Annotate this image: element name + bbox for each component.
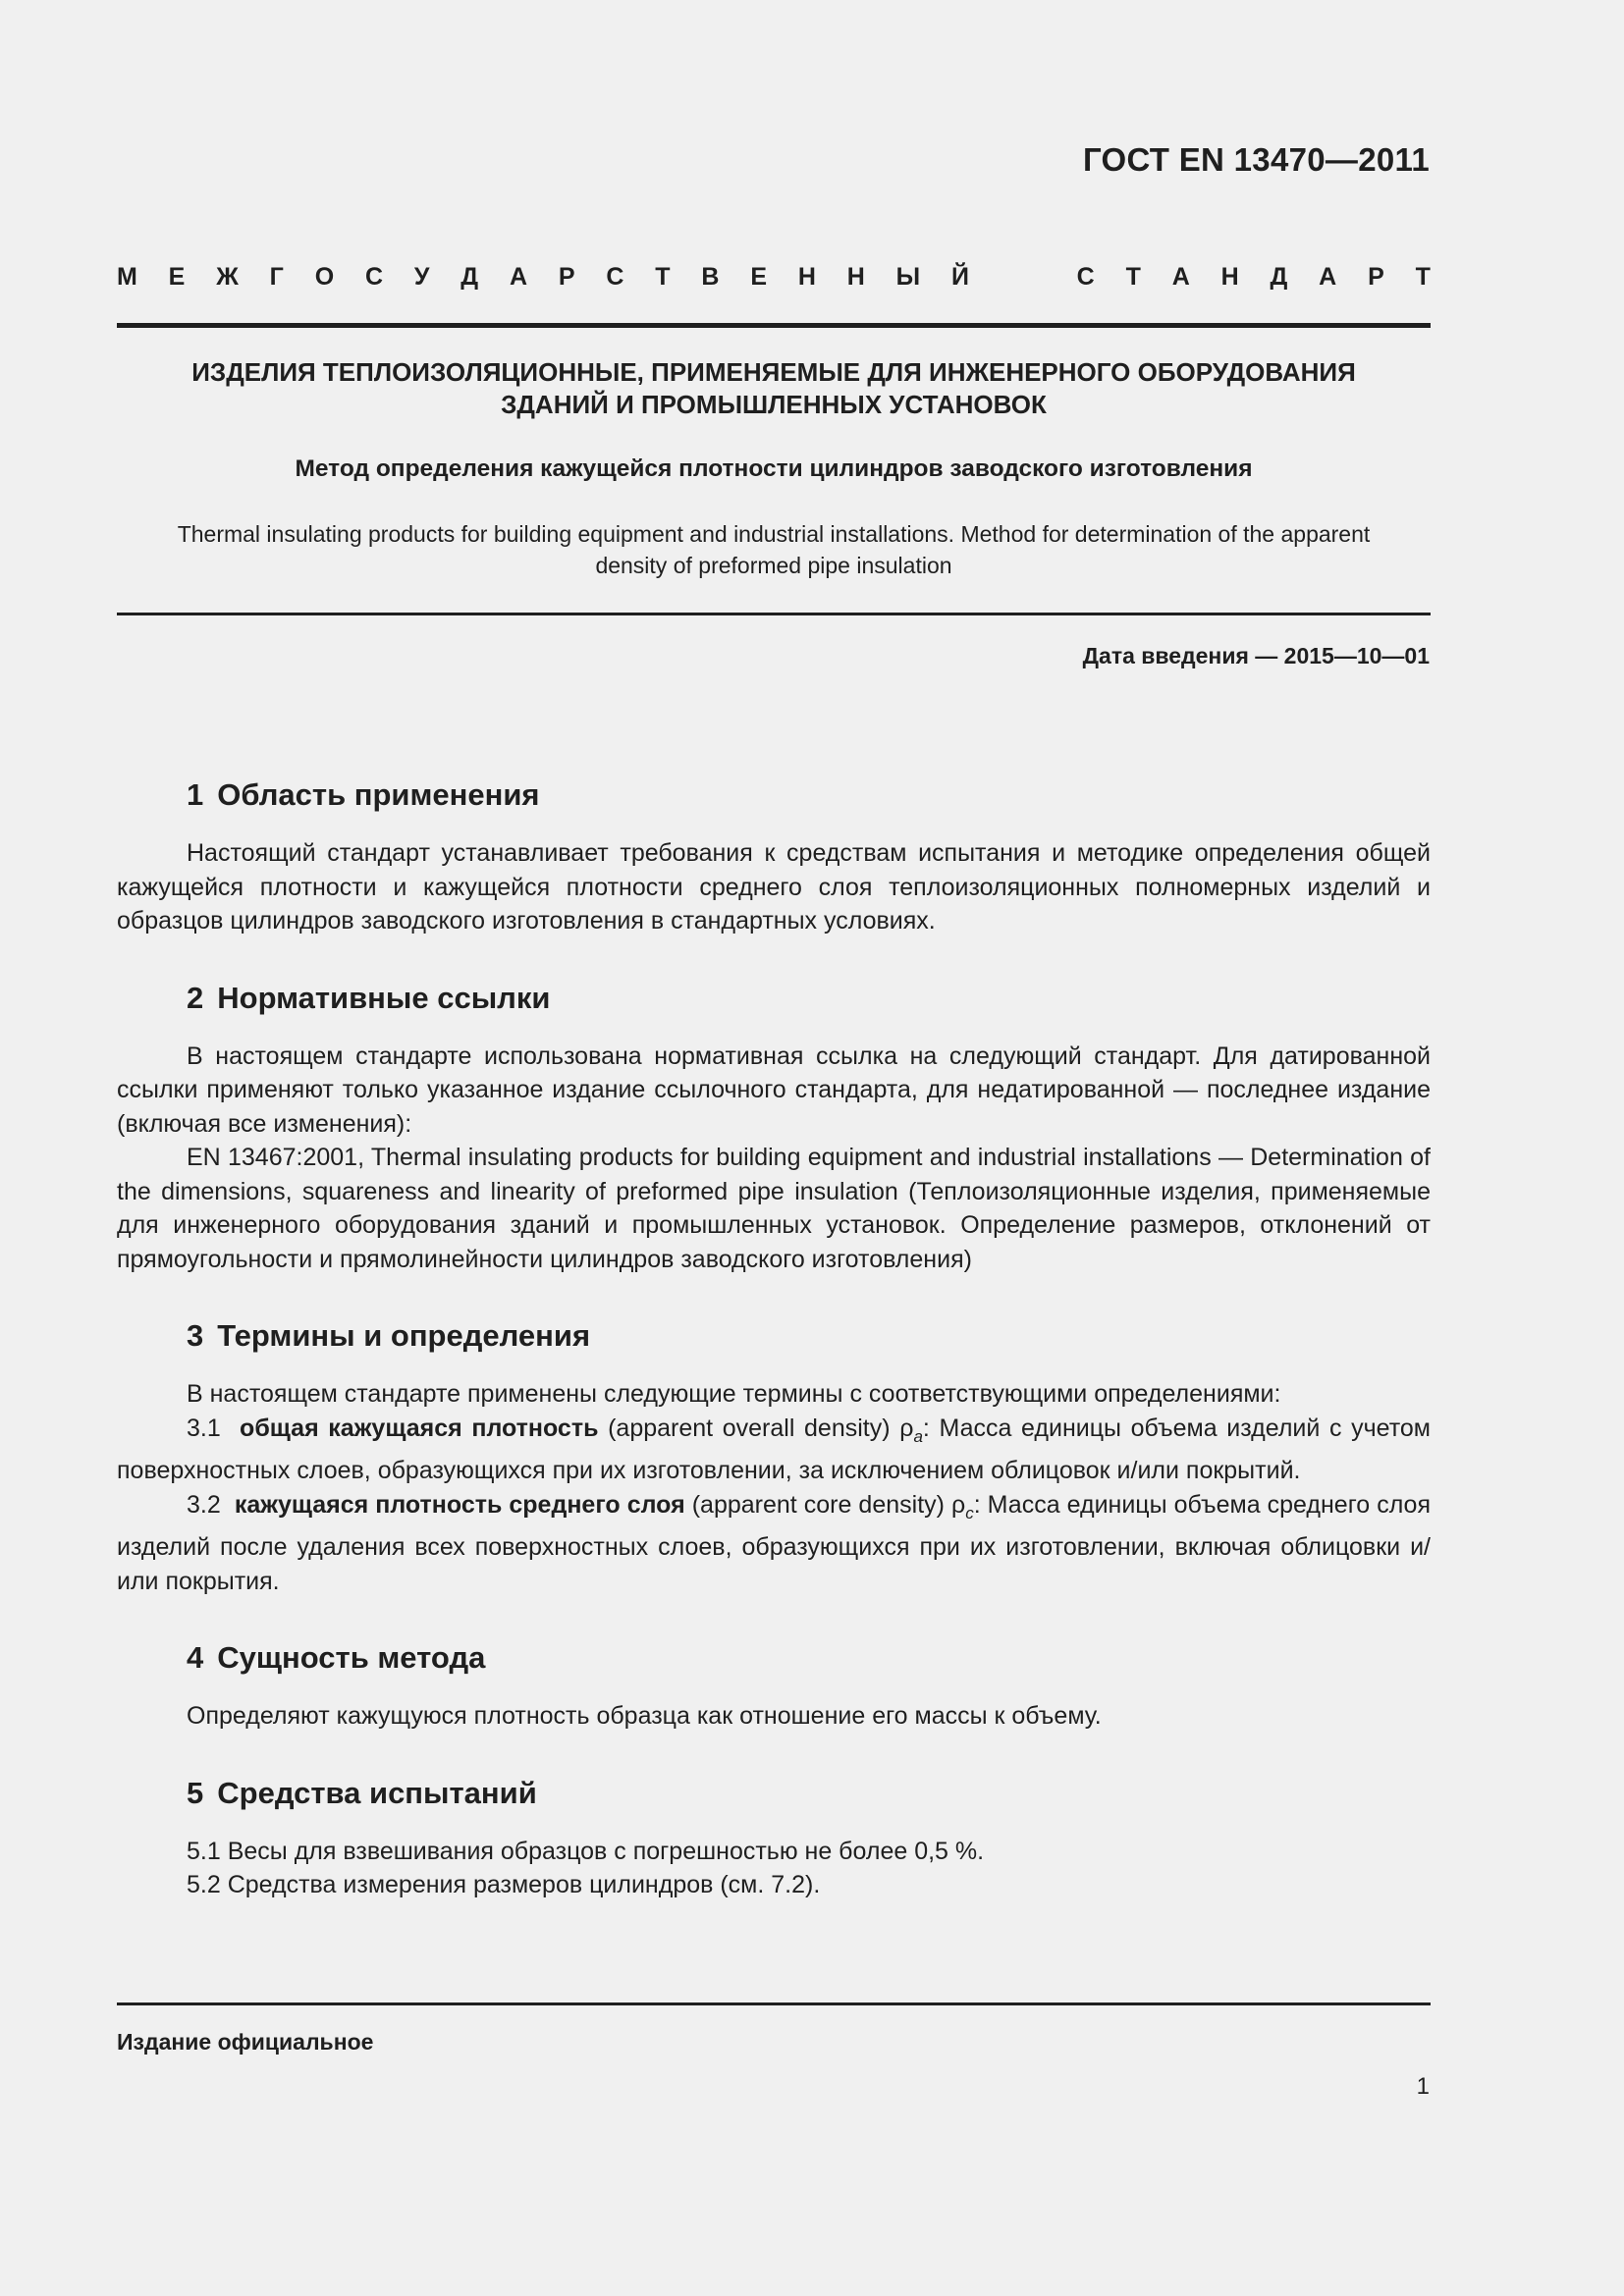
paragraph: В настоящем стандарте применены следующие термины с соответствующими определениями: <box>187 1380 1281 1408</box>
heading-letter: Е <box>168 263 186 291</box>
heading-letter: Н <box>846 263 865 291</box>
top-rule <box>117 323 1431 328</box>
heading-letter: Т <box>655 263 671 291</box>
paragraph: 5.1 Весы для взвешивания образцов с погрешностью не более 0,5 %. <box>187 1837 985 1865</box>
title-ru-line-1: ИЗДЕЛИЯ ТЕПЛОИЗОЛЯЦИОННЫЕ, ПРИМЕНЯЕМЫЕ ДЛЯ ИНЖЕНЕРНОГО ОБОРУДОВАНИЯ <box>191 357 1356 387</box>
paragraph: 5.2 Средства измерения размеров цилиндров (см. 7.2). <box>187 1871 821 1898</box>
edition-label: Издание официальное <box>117 2029 374 2055</box>
standard-code: ГОСТ EN 13470—2011 <box>1082 141 1430 178</box>
heading-letter: У <box>413 263 430 291</box>
heading-letter: Ж <box>216 263 239 291</box>
bottom-rule <box>117 2002 1431 2005</box>
heading-letter: Т <box>1125 263 1141 291</box>
section-2 <box>117 979 1431 1277</box>
heading-letter: С <box>1076 263 1095 291</box>
document-body <box>117 775 1431 1943</box>
introduction-date: Дата введения — 2015—10—01 <box>1082 643 1430 668</box>
title-ru-line-2: ЗДАНИЙ И ПРОМЫШЛЕННЫХ УСТАНОВОК <box>501 390 1047 419</box>
heading-letter: Е <box>750 263 768 291</box>
subtitle-ru: Метод определения кажущейся плотности цилиндров заводского изготовления <box>295 455 1253 482</box>
title-en <box>117 518 1431 581</box>
heading-letter: С <box>606 263 624 291</box>
section-heading: 2 Нормативные ссылки <box>187 980 551 1015</box>
heading-letter: А <box>1171 263 1190 291</box>
section-heading: 5 Средства испытаний <box>187 1775 537 1810</box>
heading-letter: Д <box>1270 263 1288 291</box>
section-1 <box>117 775 1431 938</box>
paragraph: Определяют кажущуюся плотность образца как отношение его массы к объему. <box>187 1702 1102 1730</box>
section-heading: 1 Область применения <box>187 777 540 812</box>
heading-letter: Н <box>797 263 816 291</box>
term-3-1: 3.1 общая кажущаяся плотность (apparent overall density) $\rho_a$: Масса единицы объема изделий с учетом поверхностных слоев, образующихся при их изготовлении, за исключением облицовок и/или покрытий. <box>117 1414 1431 1484</box>
heading-letter: А <box>509 263 528 291</box>
term-3-2: 3.2 кажущаяся плотность среднего слоя (apparent core density) $\rho_c$: Масса единицы объема среднего слоя изделий после удаления всех поверхностных слоев, образующихся при их изготовлении, включая облицовки и/или покрытия. <box>117 1490 1432 1595</box>
section-5 <box>117 1774 1431 1902</box>
title-en-line-1: Thermal insulating products for building equipment and industrial installations. Method for determination of the apparent <box>177 521 1371 547</box>
section-heading: 3 Термины и определения <box>187 1318 591 1353</box>
heading-letter: Н <box>1220 263 1239 291</box>
heading-letter: Й <box>951 263 969 291</box>
heading-letter: Ы <box>895 263 921 291</box>
paragraph: В настоящем стандарте использована нормативная ссылка на следующий стандарт. Для датированной ссылки применяют только указанное издание ссылочного стандарта, для недатированной — последнее издание (включая все изменения): <box>117 1041 1431 1138</box>
heading-letter: Г <box>269 263 284 291</box>
section-heading: 4 Сущность метода <box>187 1640 486 1675</box>
heading-letter: Д <box>460 263 479 291</box>
title-ru <box>117 356 1431 421</box>
section-3 <box>117 1316 1431 1598</box>
heading-letter: В <box>701 263 720 291</box>
heading-letter: А <box>1319 263 1337 291</box>
paragraph: Настоящий стандарт устанавливает требования к средствам испытания и методике определения общей кажущейся плотности и кажущейся плотности среднего слоя теплоизоляционных полномерных изделий и образцов цилиндров заводского изготовления в стандартных условиях. <box>117 839 1431 934</box>
page-number: 1 <box>1416 2073 1430 2100</box>
section-4 <box>117 1638 1431 1734</box>
paragraph-reference: EN 13467:2001, Thermal insulating products for building equipment and industrial installations — Determination of the dimensions, squareness and linearity of preformed pipe insulation (Теплоизоляционные изделия, применяемые для инженерного оборудования зданий и промышленных установок. Определение размеров, отклонений от прямоугольности и прямолинейности цилиндров заводского изготовления) <box>117 1144 1431 1273</box>
heading-letter: Т <box>1415 263 1431 291</box>
interstate-standard-heading <box>117 263 1431 292</box>
middle-rule <box>117 613 1431 615</box>
heading-letter: Р <box>558 263 575 291</box>
heading-letter: Р <box>1368 263 1384 291</box>
heading-word-gap <box>1001 263 1046 292</box>
heading-letter: М <box>117 263 137 291</box>
heading-letter: С <box>364 263 384 291</box>
title-en-line-2: density of preformed pipe insulation <box>595 553 952 578</box>
heading-letter: О <box>314 263 335 291</box>
